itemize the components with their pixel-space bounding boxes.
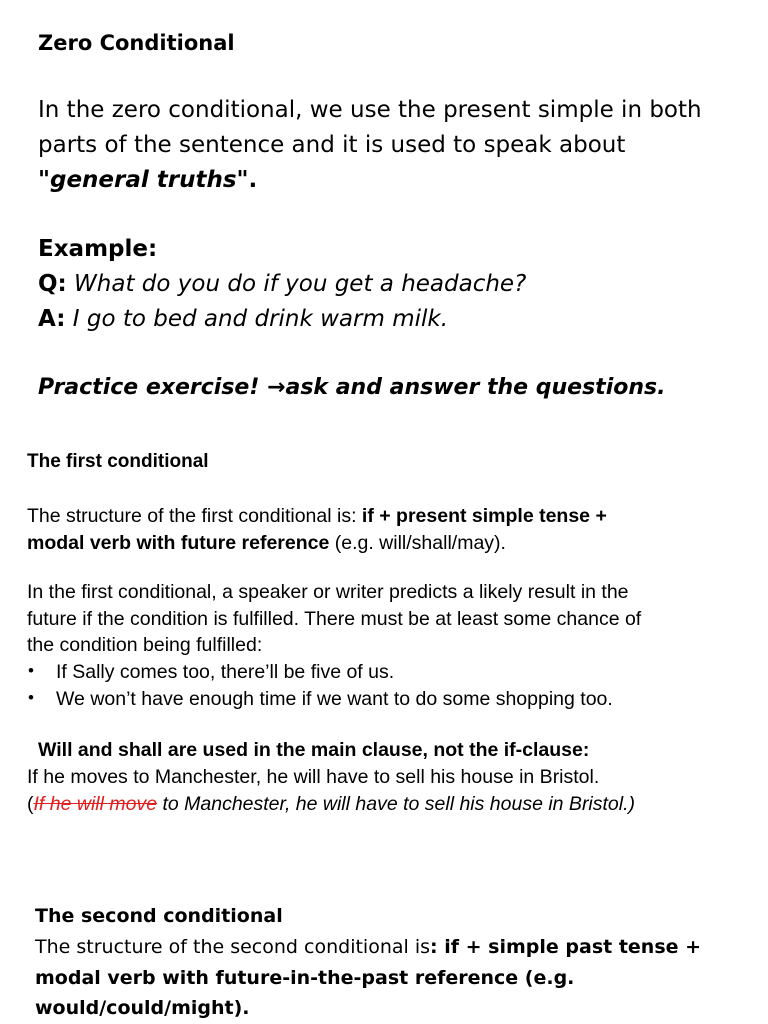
bullet-icon: •	[28, 661, 34, 680]
first-para-line3: the condition being fulfilled:	[27, 634, 263, 656]
zero-para-line1: In the zero conditional, we use the present simple in both	[38, 97, 702, 123]
first-para-line1: In the first conditional, a speaker or writer predicts a likely result in the	[27, 581, 629, 603]
bullet-icon: •	[28, 688, 34, 707]
zero-title: Zero Conditional	[38, 31, 235, 55]
zero-para-line2: parts of the sentence and it is used to speak about	[38, 132, 626, 158]
practice-line: Practice exercise! →ask and answer the questions.	[38, 375, 666, 400]
first-example: If he moves to Manchester, he will have to sell his house in Bristol.	[27, 766, 600, 788]
first-para-line2: future if the condition is fulfilled. There must be at least some chance of	[27, 608, 642, 630]
will-shall-note: Will and shall are used in the main clause, not the if-clause:	[38, 739, 590, 761]
question-line: Q: What do you do if you get a headache?	[38, 271, 527, 297]
bullet-item: If Sally comes too, there’ll be five of us.	[56, 661, 395, 683]
answer-line: A: I go to bed and drink warm milk.	[38, 306, 449, 332]
second-structure-line2: modal verb with future-in-the-past reference (e.g.	[35, 967, 575, 989]
arrow-right-icon: →	[267, 375, 286, 400]
first-wrong-example: (If he will move to Manchester, he will have to sell his house in Bristol.)	[27, 793, 636, 815]
first-structure-line2: modal verb with future reference (e.g. will/shall/may).	[27, 532, 506, 554]
example-label: Example:	[38, 236, 158, 262]
bullet-item: We won’t have enough time if we want to do some shopping too.	[56, 688, 613, 710]
second-title: The second conditional	[35, 905, 283, 927]
first-structure-line1: The structure of the first conditional is: if + present simple tense +	[27, 505, 607, 527]
struck-text: If he will move	[33, 793, 158, 815]
first-title: The first conditional	[27, 451, 209, 472]
zero-para-line3: "general truths".	[38, 167, 258, 193]
second-structure-line1: The structure of the second conditional is: if + simple past tense +	[35, 936, 702, 958]
general-truths: "general truths"	[38, 167, 249, 193]
second-structure-line3: would/could/might).	[35, 997, 250, 1019]
